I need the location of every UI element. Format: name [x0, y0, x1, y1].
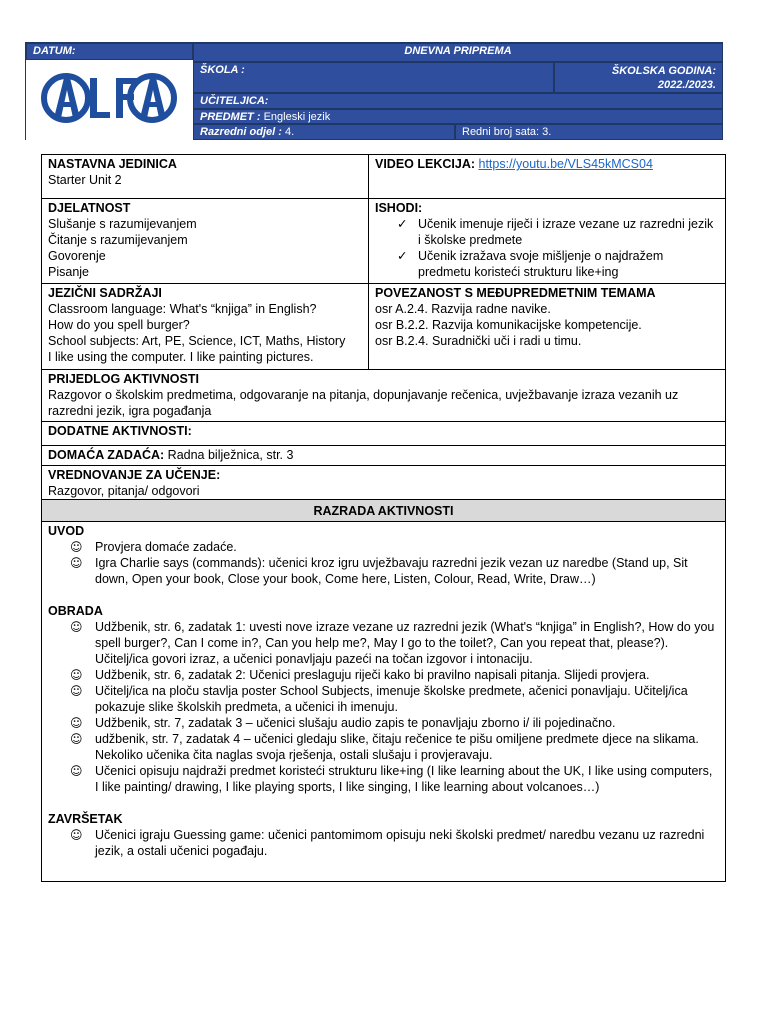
activity-item [48, 715, 719, 731]
activity-item [48, 539, 719, 555]
unit-label: NASTAVNA JEDINICA [48, 157, 177, 171]
ishodi-cell [369, 199, 725, 283]
sadrzaji-line: How do you spell burger? [48, 318, 190, 332]
godina-value: 2022./2023. [657, 79, 716, 91]
ishodi-item [375, 216, 719, 248]
dodatne-cell [42, 422, 725, 445]
smiley-icon: ☺ [70, 684, 83, 698]
uciteljica-label: UČITELJICA: [193, 93, 723, 109]
activity-item [48, 763, 719, 795]
ishodi-label: ISHODI: [375, 201, 423, 215]
smiley-icon: ☺ [70, 716, 83, 730]
godina-label: ŠKOLSKA GODINA: [611, 65, 716, 77]
activity-item [48, 667, 719, 683]
povezanost-line: osr A.2.4. Razvija radne navike. [375, 302, 551, 316]
activity-item [48, 827, 719, 859]
odjel-label: Razredni odjel : [200, 126, 282, 138]
activity-text: Učitelj/ica na ploču stavlja poster School Subjects, imenuje školske predmete, ačenici ponavljaju. Učitelj/ica pokazuje slike školskih predmeta, a učenici ih imenuju. [95, 684, 688, 714]
domaca-value: Radna bilježnica, str. 3 [167, 448, 294, 462]
activity-text: udžbenik, str. 7, zadatak 4 – učenici gledaju slike, čitaju rečenice te pišu omiljene predmete djece na slikama. Nekoliko učenika čita naglas svoja rješenja, ostali slušaju i provjeravaju. [95, 732, 699, 762]
video-label: VIDEO LEKCIJA: [375, 157, 476, 171]
sat-value: 3. [542, 126, 552, 138]
domaca-label: DOMAĆA ZADAĆA: [48, 448, 165, 462]
skola-label: ŠKOLA : [193, 62, 554, 93]
povezanost-line: osr B.2.4. Suradnički uči i radi u timu. [375, 334, 582, 348]
ishodi-item [375, 248, 719, 280]
activity-text: Učenici igraju Guessing game: učenici pantomimom opisuju neki školski predmet/ naredbu vezanu uz razredni jezik, a ostali učenici pogađaju. [95, 828, 705, 858]
djelatnost-label: DJELATNOST [48, 201, 131, 215]
row-unit [42, 155, 725, 199]
uvod-label: UVOD [48, 524, 85, 538]
unit-value: Starter Unit 2 [48, 173, 122, 187]
predmet-value: Engleski jezik [263, 111, 331, 123]
predmet-row [193, 109, 723, 124]
video-link[interactable]: https://youtu.be/VLS45kMCS04 [478, 157, 653, 171]
djelatnost-item: Govorenje [48, 249, 106, 263]
ishodi-text: Učenik imenuje riječi i izraze vezane uz razredni jezik i školske predmete [418, 217, 714, 247]
razrada-band [42, 500, 725, 522]
check-icon: ✓ [397, 249, 408, 263]
activity-item [48, 555, 719, 587]
activity-text: Udžbenik, str. 7, zadatak 3 – učenici slušaju audio zapis te ponavljaju zborno i/ ili pojedinačno. [95, 716, 616, 730]
activity-text: Udžbenik, str. 6, zadatak 1: uvesti nove izraze vezane uz razredni jezik (What's “knjiga” in English?, How do you spell burger?, Can I come in?, Can you help me?, May I go to the toilet?, Can you repeat that, please?). Učitelj/ica govori izraz, a učenici ponavljaju pazeći na točan izgovor i intonaciju. [95, 620, 715, 666]
razrada-band-label: RAZRADA AKTIVNOSTI [313, 504, 454, 518]
activity-text: Igra Charlie says (commands): učenici kroz igru uvježbavaju razredni jezik vezan uz naredbe (Stand up, Sit down, Open your book, Close your book, Come here, Listen, Colour, Read, Write, Draw…) [95, 556, 688, 586]
djelatnost-item: Pisanje [48, 265, 89, 279]
smiley-icon: ☺ [70, 668, 83, 682]
datum-label: DATUM: [26, 43, 193, 60]
domaca-cell [42, 446, 725, 465]
sadrzaji-line: School subjects: Art, PE, Science, ICT, Maths, History [48, 334, 346, 348]
djelatnost-item: Slušanje s razumijevanjem [48, 217, 197, 231]
predmet-label: PREDMET : [200, 111, 261, 123]
sadrzaji-label: JEZIČNI SADRŽAJI [48, 286, 162, 300]
alfa-logo-graphic [26, 60, 193, 140]
smiley-icon: ☺ [70, 556, 83, 570]
sadrzaji-cell [42, 284, 369, 369]
prijedlog-label: PRIJEDLOG AKTIVNOSTI [48, 372, 199, 386]
obrada-label: OBRADA [48, 604, 103, 618]
odjel-row [193, 124, 455, 140]
smiley-icon: ☺ [70, 732, 83, 746]
odjel-value: 4. [284, 126, 295, 138]
povezanost-cell [369, 284, 725, 369]
skolska-godina [554, 62, 723, 93]
povezanost-label: POVEZANOST S MEĐUPREDMETNIM TEMAMA [375, 286, 656, 300]
smiley-icon: ☺ [70, 828, 83, 842]
activity-text: Učenici opisuju najdraži predmet koristeći strukturu like+ing (I like learning about the UK, I like using computers, I like painting/ drawing, I like playing sports, I like singing, I like learning about volcanoes…) [95, 764, 713, 794]
zavrsetak-label: ZAVRŠETAK [48, 812, 123, 826]
smiley-icon: ☺ [70, 540, 83, 554]
activity-item [48, 683, 719, 715]
prijedlog-text: Razgovor o školskim predmetima, odgovaranje na pitanja, dopunjavanje rečenica, uvježbavanje izraza vezanih uz razredni jezik, igra pogađanja [48, 388, 679, 418]
dodatne-label: DODATNE AKTIVNOSTI: [48, 424, 192, 438]
povezanost-line: osr B.2.2. Razvija komunikacijske kompetencije. [375, 318, 642, 332]
activity-text: Provjera domaće zadaće. [95, 540, 237, 554]
row-dodatne [42, 422, 725, 446]
sadrzaji-line: I like using the computer. I like painting pictures. [48, 350, 314, 364]
row-domaca [42, 446, 725, 466]
row-djelatnost [42, 199, 725, 284]
vrednovanje-cell [42, 466, 725, 499]
unit-cell [42, 155, 369, 198]
smiley-icon: ☺ [70, 764, 83, 778]
header-table [25, 42, 723, 140]
sat-label: Redni broj sata: [462, 126, 540, 138]
smiley-icon: ☺ [70, 620, 83, 634]
sadrzaji-line: Classroom language: What's “knjiga” in English? [48, 302, 317, 316]
logo [26, 60, 193, 140]
row-sadrzaji [42, 284, 725, 370]
djelatnost-cell [42, 199, 369, 283]
sat-row [455, 124, 723, 140]
lesson-plan-table [41, 154, 726, 882]
video-cell [369, 155, 725, 198]
ishodi-text: Učenik izražava svoje mišljenje o najdražem predmetu koristeći strukturu like+ing [418, 249, 664, 279]
vrednovanje-value: Razgovor, pitanja/ odgovori [48, 484, 200, 498]
activity-item [48, 619, 719, 667]
vrednovanje-label: VREDNOVANJE ZA UČENJE: [48, 468, 221, 482]
check-icon: ✓ [397, 217, 408, 231]
row-razrada [42, 522, 725, 881]
page-title: DNEVNA PRIPREMA [193, 43, 723, 62]
row-vrednovanje [42, 466, 725, 500]
prijedlog-cell [42, 370, 725, 421]
razrada-cell [42, 522, 725, 881]
activity-item [48, 731, 719, 763]
djelatnost-item: Čitanje s razumijevanjem [48, 233, 188, 247]
row-prijedlog [42, 370, 725, 422]
activity-text: Udžbenik, str. 6, zadatak 2: Učenici preslaguju riječi kako bi pravilno napisali pitanja. Slijedi provjera. [95, 668, 650, 682]
